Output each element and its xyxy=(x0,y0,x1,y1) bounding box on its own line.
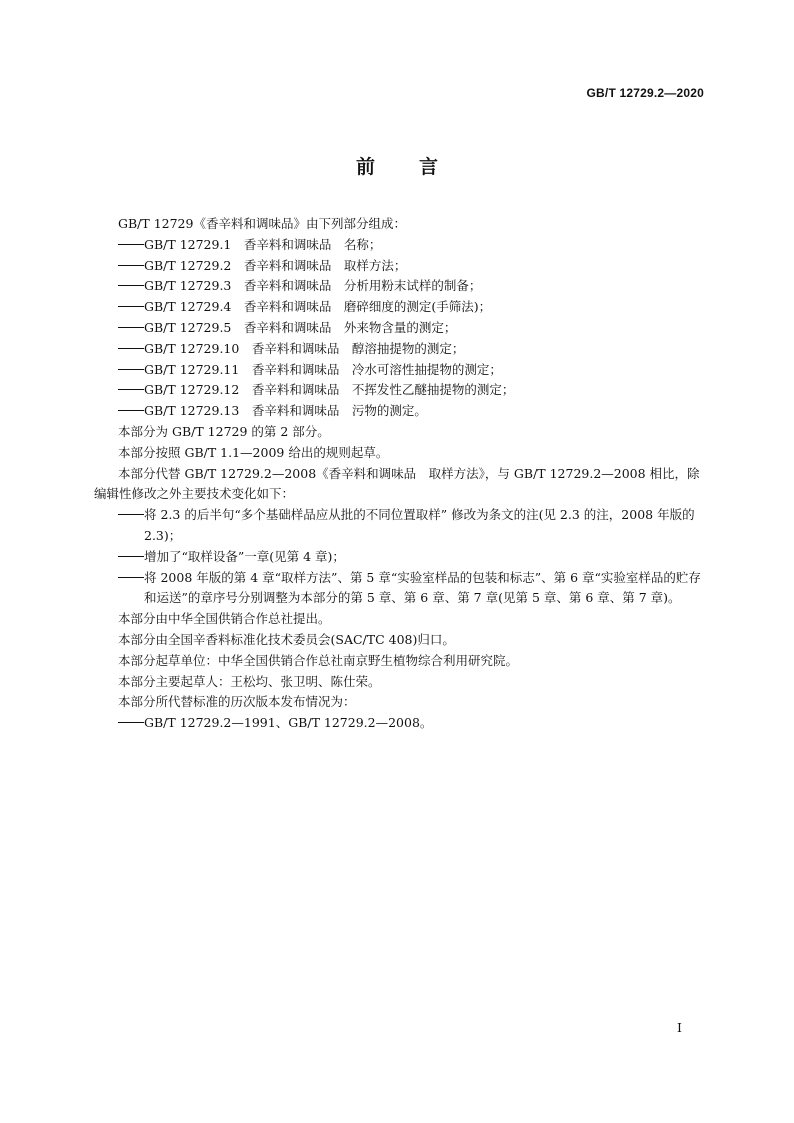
history-paragraph: 本部分所代替标准的历次版本发布情况为： xyxy=(118,694,356,710)
part-item: GB/T 12729.3 香辛料和调味品 分析用粉末试样的制备； xyxy=(94,276,706,297)
em-dash-mark xyxy=(118,577,144,578)
drafters-paragraph: 本部分主要起草人：王松均、张卫明、陈仕荣。 xyxy=(118,673,381,689)
em-dash-mark xyxy=(118,722,144,723)
change-item: 将 2008 年版的第 4 章“取样方法”、第 5 章“实验室样品的包装和标志”、第 6 章“实验室样品的贮存和运送”的章序号分别调整为本部分的第 5 章、第 6 章、第 7 章(见第 5 章、第 6 章、第 7 章)。 xyxy=(94,568,706,610)
em-dash-mark xyxy=(118,244,144,245)
em-dash-mark xyxy=(118,556,144,557)
em-dash-mark xyxy=(118,514,144,515)
centralized-by-paragraph: 本部分由全国辛香料标准化技术委员会(SAC/TC 408)归口。 xyxy=(118,631,455,647)
em-dash-mark xyxy=(118,369,144,370)
em-dash-mark xyxy=(118,265,144,266)
em-dash-mark xyxy=(118,410,144,411)
part-item: GB/T 12729.1 香辛料和调味品 名称； xyxy=(94,235,706,256)
part-item: GB/T 12729.10 香辛料和调味品 醇溶抽提物的测定； xyxy=(94,339,706,360)
change-item: 增加了“取样设备”一章(见第 4 章)； xyxy=(94,547,706,568)
proposed-by-paragraph: 本部分由中华全国供销合作总社提出。 xyxy=(118,611,331,627)
title-char-1: 前 xyxy=(355,156,375,178)
standard-code: GB/T 12729.2—2020 xyxy=(586,86,704,100)
page-title xyxy=(0,152,794,179)
em-dash-mark xyxy=(118,306,144,307)
em-dash-mark xyxy=(118,327,144,328)
page-number: I xyxy=(677,1020,682,1035)
part-item: GB/T 12729.12 香辛料和调味品 不挥发性乙醚抽提物的测定； xyxy=(94,380,706,401)
part-item: GB/T 12729.13 香辛料和调味品 污物的测定。 xyxy=(94,401,706,422)
em-dash-mark xyxy=(118,389,144,390)
intro-paragraph: GB/T 12729《香辛料和调味品》由下列部分组成： xyxy=(118,216,406,231)
replacement-paragraph: 本部分代替 GB/T 12729.2—2008《香辛料和调味品 取样方法》，与 GB/T 12729.2—2008 相比，除编辑性修改之外主要技术变化如下： xyxy=(94,465,700,502)
part-item: GB/T 12729.5 香辛料和调味品 外来物含量的测定； xyxy=(94,318,706,339)
change-item: 将 2.3 的后半句“多个基础样品应从批的不同位置取样” 修改为条文的注(见 2.3 的注，2008 年版的 2.3)； xyxy=(94,505,706,547)
part-item: GB/T 12729.4 香辛料和调味品 磨碎细度的测定(手筛法)； xyxy=(94,297,706,318)
part-item: GB/T 12729.2 香辛料和调味品 取样方法； xyxy=(94,256,706,277)
em-dash-mark xyxy=(118,348,144,349)
history-item: GB/T 12729.2—1991、GB/T 12729.2—2008。 xyxy=(94,713,706,734)
foreword-body xyxy=(94,214,706,734)
title-char-2: 言 xyxy=(419,156,439,178)
drafting-rules-paragraph: 本部分按照 GB/T 1.1—2009 给出的规则起草。 xyxy=(118,444,389,460)
drafting-units-paragraph: 本部分起草单位：中华全国供销合作总社南京野生植物综合利用研究院。 xyxy=(118,652,519,668)
part-number-paragraph: 本部分为 GB/T 12729 的第 2 部分。 xyxy=(118,423,330,439)
em-dash-mark xyxy=(118,285,144,286)
part-item: GB/T 12729.11 香辛料和调味品 冷水可溶性抽提物的测定； xyxy=(94,360,706,381)
